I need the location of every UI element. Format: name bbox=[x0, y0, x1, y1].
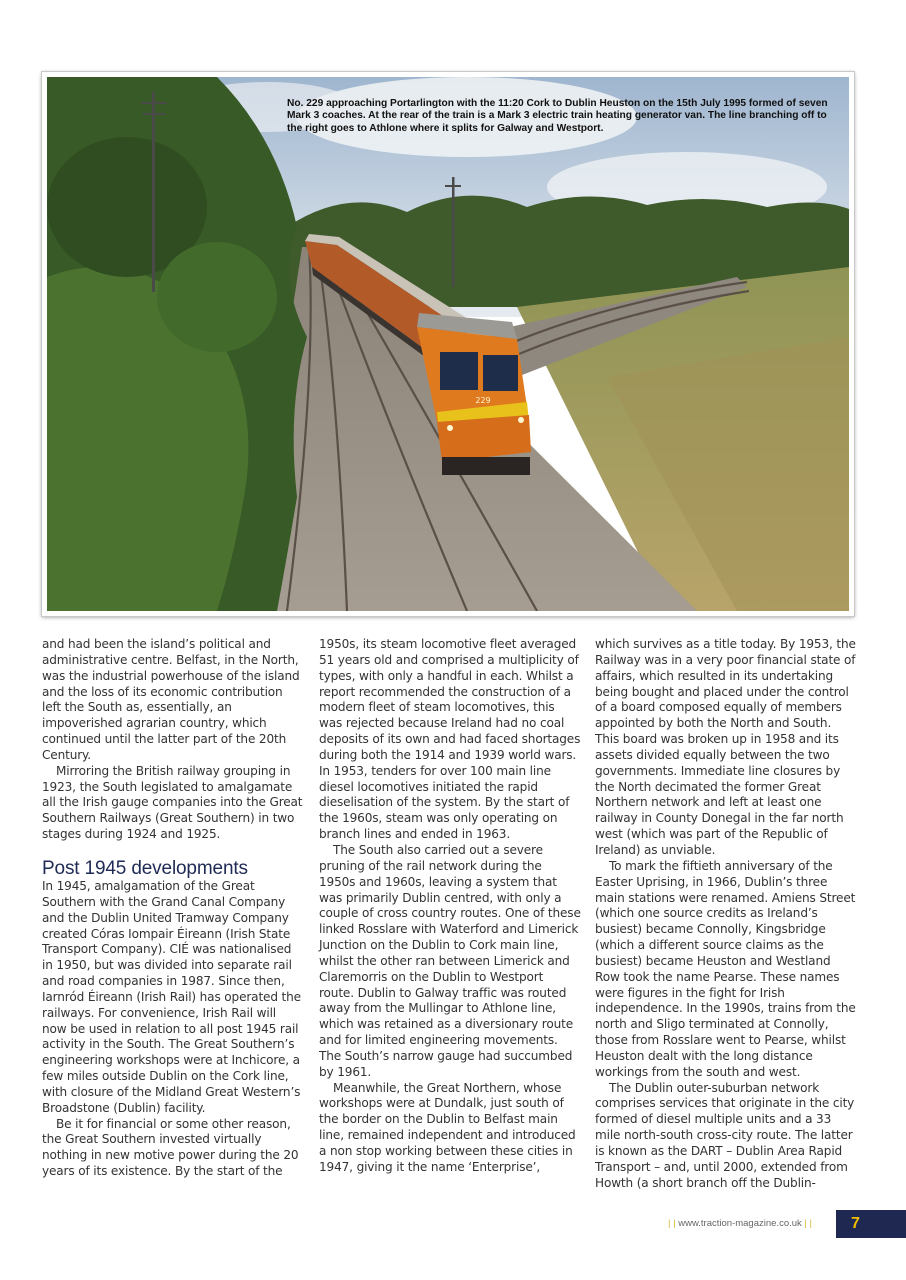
photo-frame bbox=[42, 72, 854, 616]
column-3 bbox=[595, 637, 857, 1192]
column-1 bbox=[42, 637, 304, 1180]
paragraph: and had been the island’s political and administrative centre. Belfast, in the North, was the industrial powerhouse of the island and the loss of its economic contribution left the South as, essentially, an impoverished agrarian country, which continued until the latter part of the 20th Century. bbox=[42, 637, 300, 762]
page-number: 7 bbox=[836, 1210, 906, 1238]
photo-caption: No. 229 approaching Portarlington with the 11:20 Cork to Dublin Heuston on the 15th July 1995 formed of seven Mark 3 coaches. At the rear of the train is a Mark 3 electric train heating generator van. The line branching off to the right goes to Athlone where it splits for Galway and Westport. bbox=[287, 98, 828, 134]
column-2 bbox=[319, 637, 581, 1176]
article-body bbox=[42, 637, 854, 1197]
train-illustration bbox=[47, 77, 849, 611]
paragraph: Mirroring the British railway grouping in 1923, the South legislated to amalgamate all the Irish gauge companies into the Great Southern Railways (Great Southern) in two stages during 1924 and 1925. bbox=[42, 763, 303, 842]
website-link[interactable]: www.traction-magazine.co.uk bbox=[678, 1218, 802, 1229]
paragraph: Meanwhile, the Great Northern, whose workshops were at Dundalk, just south of the border on the Dublin to Belfast main line, remained independent and introduced a non stop working between these cities in 1947, giving it the name ‘Enterprise’, bbox=[319, 1080, 576, 1174]
train-photo bbox=[47, 77, 849, 611]
paragraph: To mark the fiftieth anniversary of the Easter Uprising, in 1966, Dublin’s three main stations were renamed. Amiens Street (which one source credits as Ireland’s busiest) became Connolly, Kingsbridge (which a different source claims as the busiest) became Heuston and Westland Row took the name Pearse. These names were figures in the fight for Irish independence. In the 1990s, trains from the north and Sligo terminated at Connolly, those from Rosslare went to Pearse, whilst Heuston dealt with the long distance workings from the south and west. bbox=[595, 858, 856, 1079]
paragraph: The Dublin outer-suburban network comprises services that originate in the city formed of diesel multiple units and a 33 mile north-south cross-city route. The latter is known as the DART – Dublin Area Rapid Transport – and, until 2000, extended from Howth (a short branch off the Dublin- bbox=[595, 1080, 855, 1190]
paragraph: Be it for financial or some other reason, the Great Southern invested virtually nothing in new motive power during the 20 years of its existence. By the start of the bbox=[42, 1116, 299, 1179]
divider: | | bbox=[668, 1218, 679, 1229]
divider: | | bbox=[801, 1218, 812, 1229]
paragraph: In 1945, amalgamation of the Great Southern with the Grand Canal Company and the Dublin United Tramway Company created Córas Iompair Éireann (Irish State Transport Company). CIÉ was nationalised in 1950, but was divided into separate rail and road companies in 1987. Since then, Iarnród Éireann (Irish Rail) has operated the railways. For convenience, Irish Rail will now be used in relation to all post 1945 rail activity in the South. The Great Southern’s engineering workshops were at Inchicore, a few miles outside Dublin on the Cork line, with closure of the Midland Great Western’s Broadstone (Dublin) facility. bbox=[42, 878, 301, 1115]
loco-number: 229 bbox=[475, 396, 491, 405]
paragraph: which survives as a title today. By 1953, the Railway was in a very poor financial state of affairs, which resulted in its undertaking being bought and placed under the control of a board composed equally of members appointed by both the North and South. This board was broken up in 1958 and its assets divided equally between the two governments. Immediate line closures by the North decimated the former Great Northern network and left at least one railway in County Donegal in the far north west (which was part of the Republic of Ireland) as unviable. bbox=[595, 637, 856, 857]
paragraph: The South also carried out a severe pruning of the rail network during the 1950s and 1960s, leaving a system that was primarily Dublin centred, with only a couple of cross country routes. One of these linked Rosslare with Waterford and Limerick Junction on the Dublin to Cork main line, whilst the other ran between Limerick and Claremorris on the Dublin to Westport route. Dublin to Galway traffic was routed away from the Mullingar to Athlone line, which was retained as a diversionary route and for limited engineering movements. The South’s narrow gauge had succumbed by 1961. bbox=[319, 842, 581, 1079]
section-heading: Post 1945 developments bbox=[42, 857, 248, 879]
footer-url bbox=[668, 1218, 822, 1229]
paragraph: 1950s, its steam locomotive fleet averaged 51 years old and comprised a multiplicity of types, with only a handful in each. Whilst a report recommended the construction of a modern fleet of steam locomotives, this was rejected because Ireland had no coal deposits of its own and had faced shortages during both the 1914 and 1939 world wars. In 1953, tenders for over 100 main line diesel locomotives initiated the rapid dieselisation of the system. By the start of the 1960s, steam was only operating on branch lines and ended in 1963. bbox=[319, 637, 581, 842]
